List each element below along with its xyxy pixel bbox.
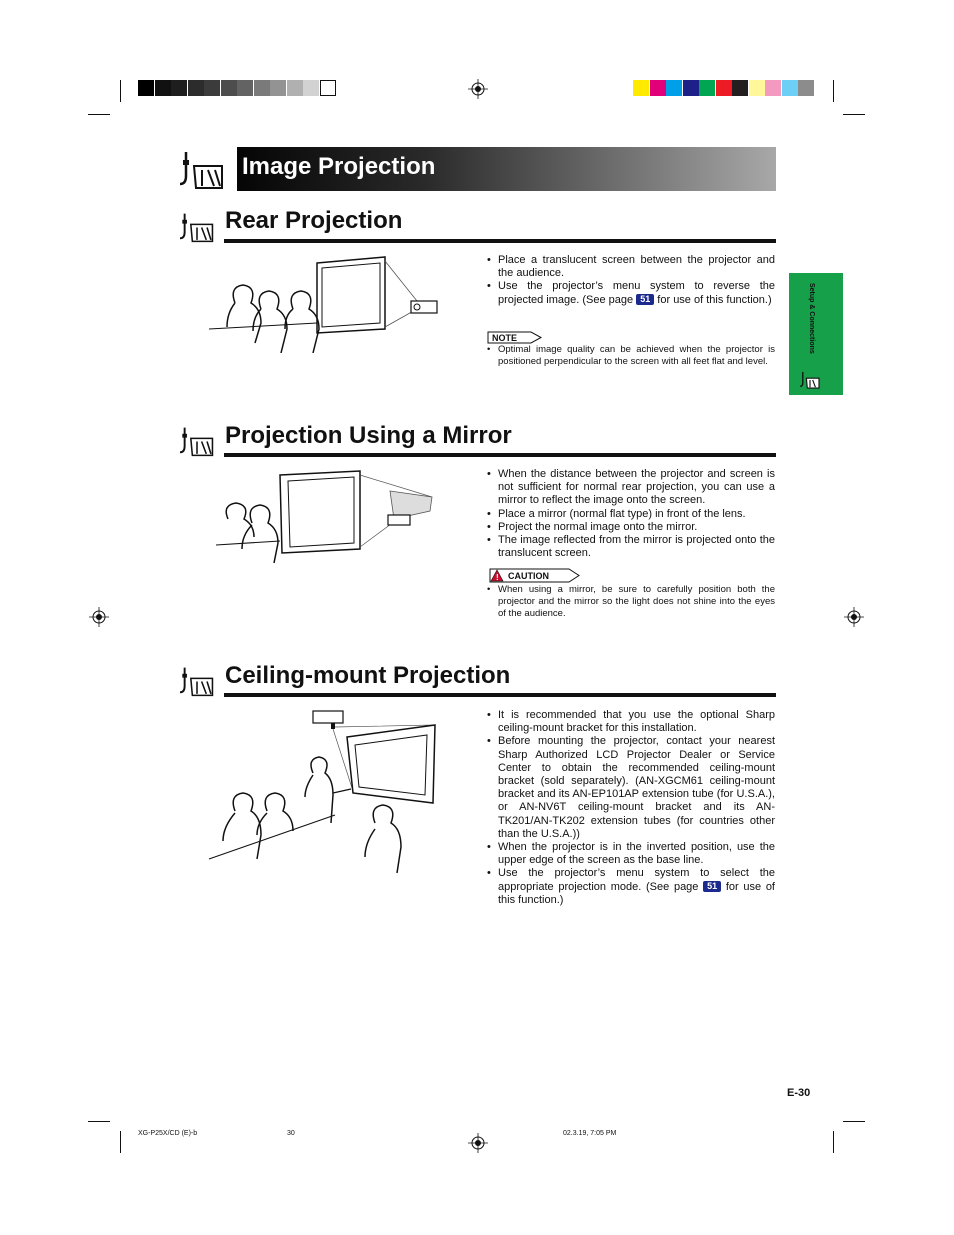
color-swatch xyxy=(650,80,666,96)
ceiling-mount-illustration xyxy=(205,707,445,879)
bullet-list xyxy=(487,709,775,907)
registration-mark-icon xyxy=(468,1133,488,1153)
list-item xyxy=(487,280,775,306)
note-list xyxy=(487,344,775,368)
color-swatch xyxy=(782,80,798,96)
list-item: • Place a translucent screen between the projector and the audience. xyxy=(487,254,775,280)
section-rule xyxy=(224,453,776,457)
caution-label: CAUTION xyxy=(508,571,549,581)
gray-swatch xyxy=(204,80,220,96)
projector-screen-icon xyxy=(800,371,820,389)
gray-swatch xyxy=(287,80,303,96)
caution-list xyxy=(487,584,775,620)
list-item: • It is recommended that you use the optional Sharp ceiling-mount bracket for this installation. xyxy=(487,709,775,735)
list-item-text: for use of this function.) xyxy=(498,880,775,906)
gray-swatch xyxy=(254,80,270,96)
color-swatch xyxy=(798,80,814,96)
list-item: • Project the normal image onto the mirror. xyxy=(487,521,775,534)
section-tab-label: Setup & Connections xyxy=(808,283,815,354)
note-label-icon xyxy=(487,331,543,344)
caution-label-icon xyxy=(489,568,581,583)
list-item-text: Use the projector’s menu system to select the appropriate projection mode. (See page xyxy=(498,867,775,893)
projector-screen-icon xyxy=(180,426,214,457)
note-text: • Optimal image quality can be achieved when the projector is positioned perpendicular to the screen with all feet flat and level. xyxy=(487,344,775,368)
section-heading: Ceiling-mount Projection xyxy=(225,662,511,689)
list-item xyxy=(487,867,775,907)
footer-file: XG-P25X/CD (E)-b xyxy=(138,1130,198,1137)
footer-page: 30 xyxy=(287,1130,295,1137)
gray-swatch xyxy=(138,80,154,96)
gray-swatch xyxy=(155,80,171,96)
color-swatch xyxy=(749,80,765,96)
registration-mark-icon xyxy=(89,607,109,627)
color-swatch xyxy=(765,80,781,96)
footer-date: 02.3.19, 7:05 PM xyxy=(563,1130,617,1137)
projector-screen-icon xyxy=(180,150,224,190)
color-swatch xyxy=(683,80,699,96)
registration-mark-icon xyxy=(844,607,864,627)
bullet-list xyxy=(487,468,775,560)
color-swatch xyxy=(732,80,748,96)
section-tab xyxy=(789,273,843,395)
gray-swatch xyxy=(188,80,204,96)
list-item: • Before mounting the projector, contact your nearest Sharp Authorized LCD Projector Dealer or Service Center to obtain the recommended ceiling-mount bracket (sold separately). (AN-XGCM61 ceiling-mount bracket and its AN-EP101AP extension tube (for U.S.A.), or AN-NV6T ceiling-mount bracket and its AN-TK201/AN-TK202 extension tubes (for countries other than the U.S.A.)) xyxy=(487,735,775,841)
page-title-banner xyxy=(237,147,776,191)
section-rule xyxy=(224,239,776,243)
color-swatch xyxy=(699,80,715,96)
projector-screen-icon xyxy=(180,212,214,243)
color-swatch xyxy=(716,80,732,96)
gray-swatch xyxy=(303,80,319,96)
gray-swatch xyxy=(221,80,237,96)
section-heading: Projection Using a Mirror xyxy=(225,422,512,449)
section-heading: Rear Projection xyxy=(225,207,403,234)
list-item: • Place a mirror (normal flat type) in front of the lens. xyxy=(487,508,775,521)
mirror-projection-illustration xyxy=(210,467,440,567)
list-item: • When the projector is in the inverted position, use the upper edge of the screen as the base line. xyxy=(487,841,775,867)
registration-mark-icon xyxy=(468,79,488,99)
gray-swatch xyxy=(237,80,253,96)
page-ref-badge: 51 xyxy=(703,881,721,892)
gray-swatch xyxy=(270,80,286,96)
color-swatch xyxy=(666,80,682,96)
page-ref-badge: 51 xyxy=(636,294,654,305)
list-item-text: Use the projector’s menu system to reverse the projected image. (See page xyxy=(498,280,775,306)
gray-swatch xyxy=(171,80,187,96)
page-number: E-30 xyxy=(787,1087,811,1099)
rear-projection-illustration xyxy=(205,253,445,353)
color-swatch xyxy=(633,80,649,96)
note-label: NOTE xyxy=(492,333,518,343)
list-item: • The image reflected from the mirror is projected onto the translucent screen. xyxy=(487,534,775,560)
caution-text: • When using a mirror, be sure to carefully position both the projector and the mirror so the light does not shine into the eyes of the audience. xyxy=(487,584,775,620)
list-item: • When the distance between the projector and screen is not sufficient for normal rear projection, you can use a mirror to reflect the image onto the screen. xyxy=(487,468,775,508)
projector-screen-icon xyxy=(180,666,214,697)
gray-swatch xyxy=(320,80,336,96)
page-title: Image Projection xyxy=(242,153,436,180)
svg-text:!: ! xyxy=(496,573,499,582)
list-item-text: for use of this function.) xyxy=(657,293,772,306)
section-rule xyxy=(224,693,776,697)
bullet-list xyxy=(487,254,775,307)
